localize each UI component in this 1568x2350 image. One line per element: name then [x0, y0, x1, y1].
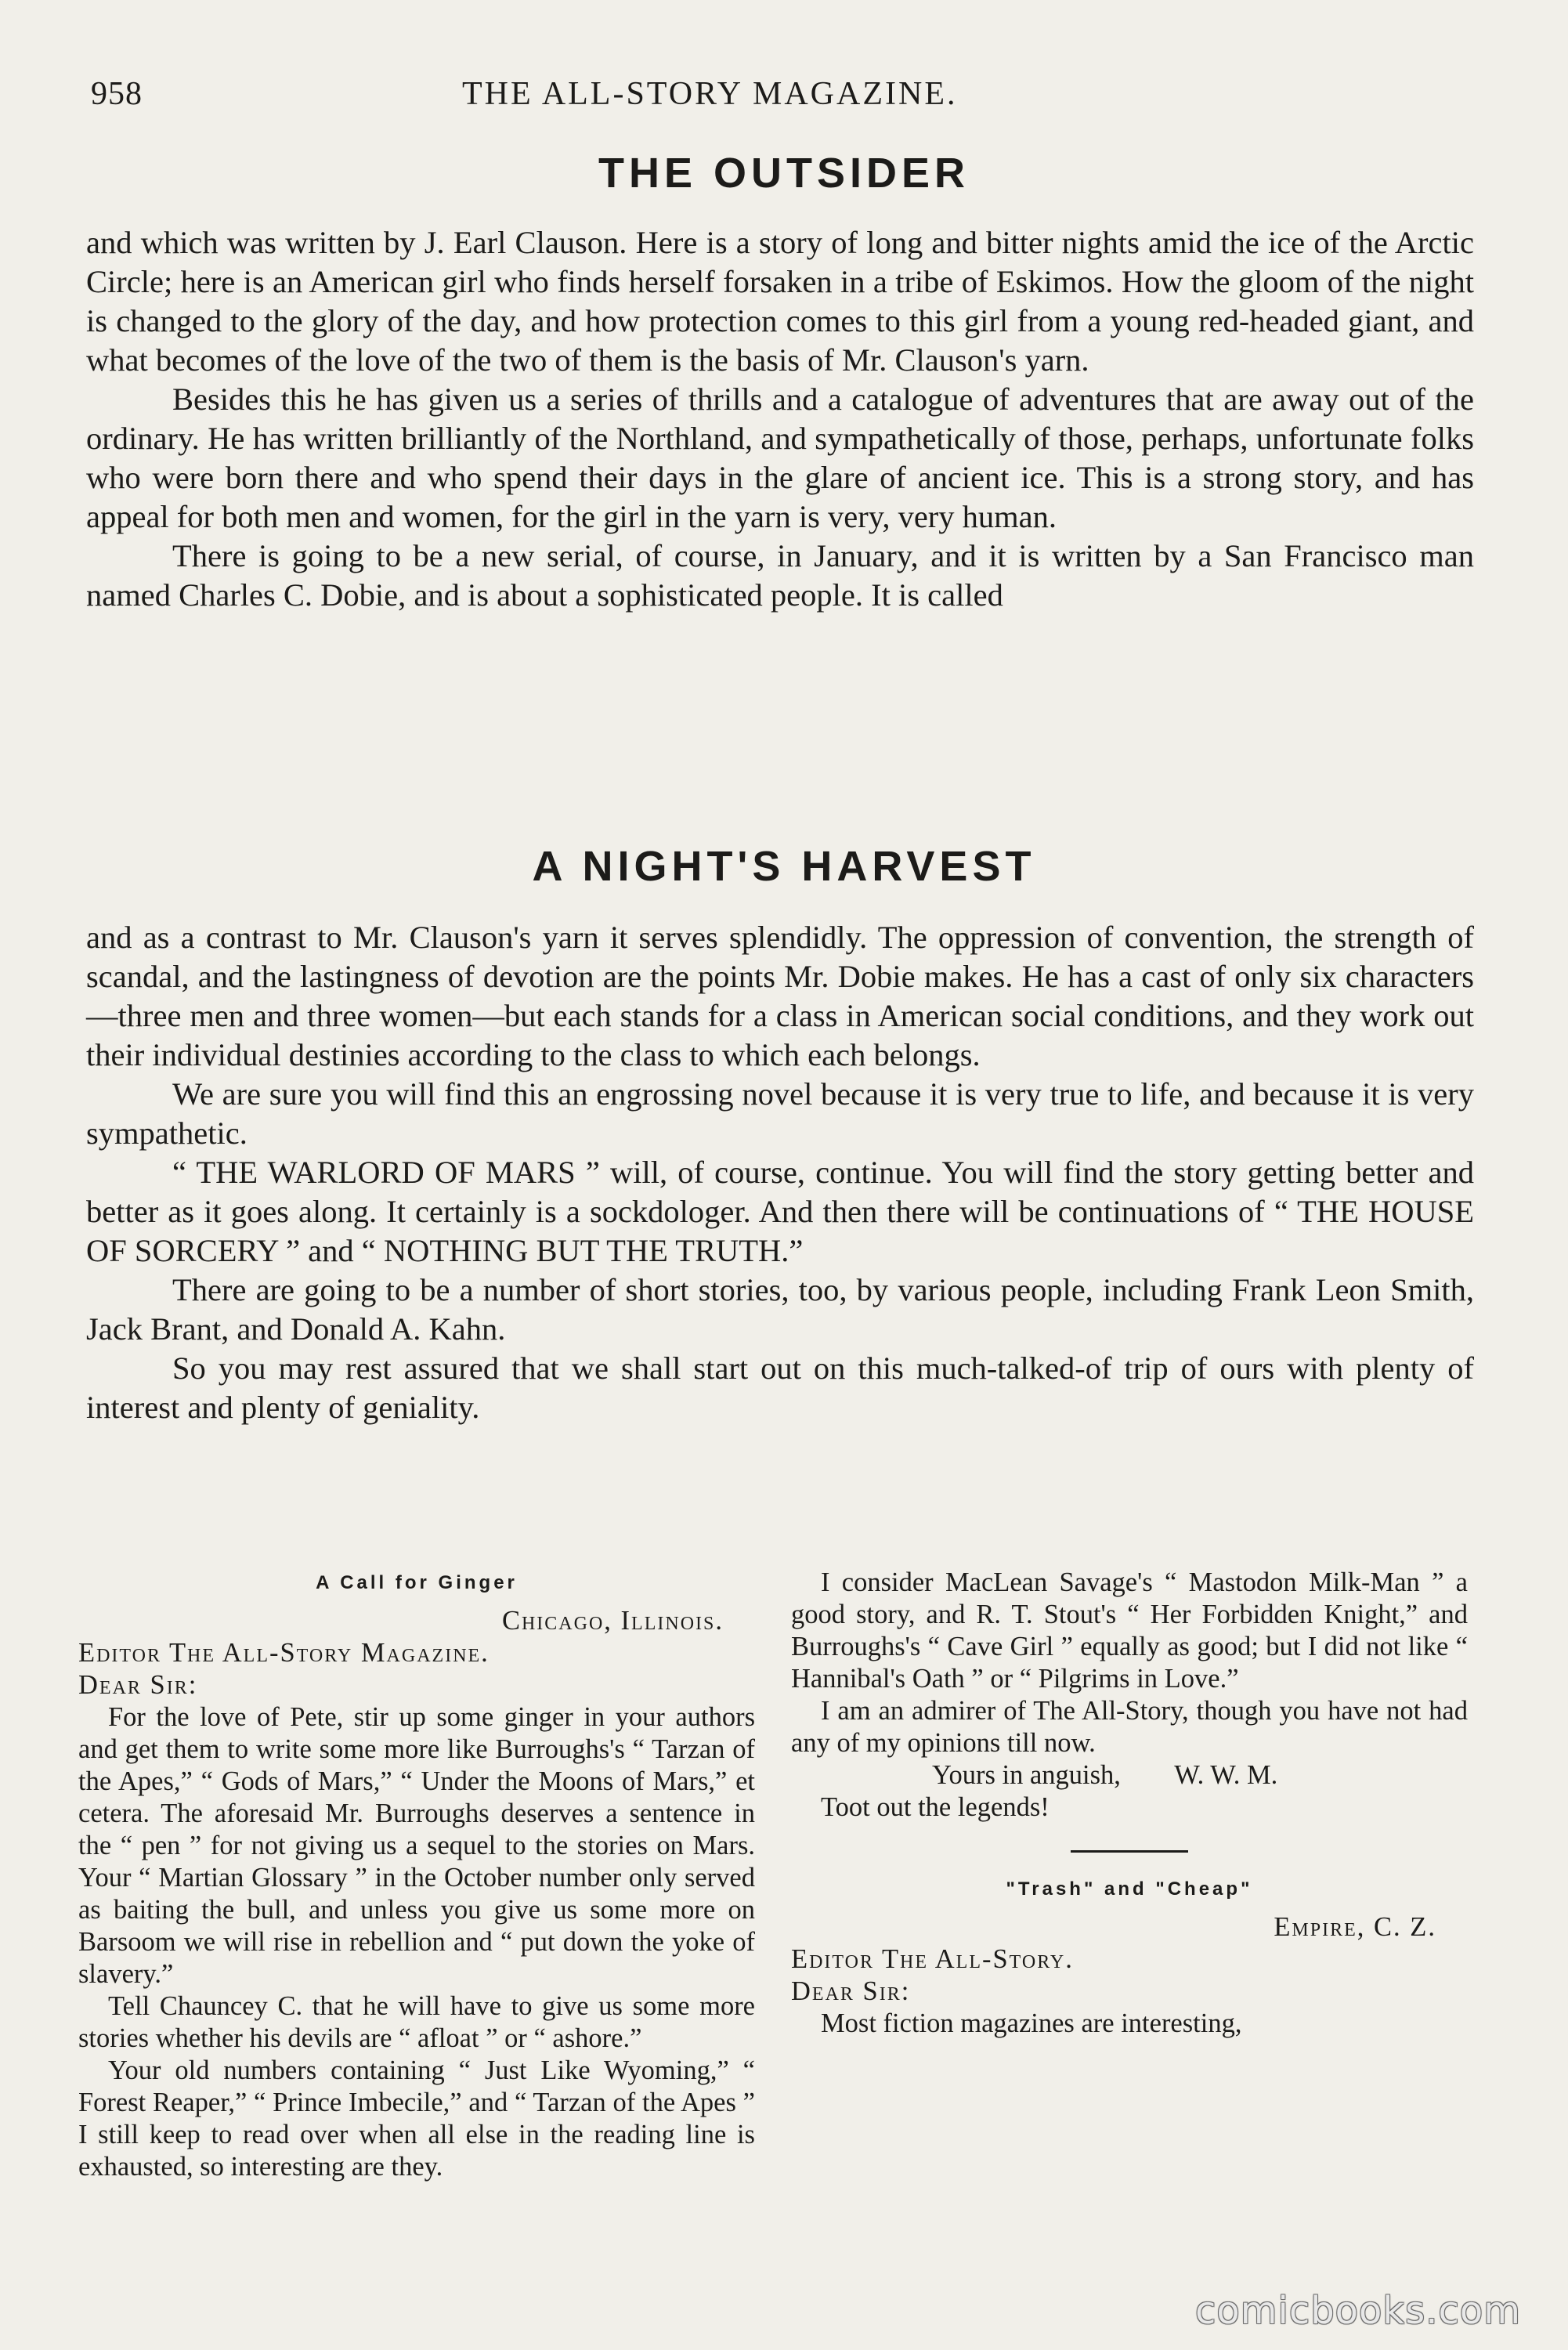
letter-addressee: Editor The All-Story. [791, 1944, 1074, 1974]
paragraph: There is going to be a new serial, of course, in January, and it is written by a San Francisco man named Charles C. Dobie, and is about a sophisticated people. It is called [86, 538, 1474, 613]
section-heading-the-outsider: THE OUTSIDER [598, 150, 970, 197]
letter-salutation: Dear Sir: [791, 1976, 911, 2006]
letters-column-right [791, 1567, 1468, 2040]
divider-rule [1071, 1850, 1188, 1853]
running-head: THE ALL-STORY MAGAZINE. [462, 76, 958, 112]
article-section-2 [86, 918, 1474, 1427]
letter-paragraph: Tell Chauncey C. that he will have to give us some more stories whether his devils are “ afloat ” or “ ashore.” [78, 1991, 755, 2053]
letter-postscript: Toot out the legends! [821, 1792, 1050, 1822]
paragraph: So you may rest assured that we shall start out on this much-talked-of trip of ours with plenty of interest and plenty of geniality. [86, 1350, 1474, 1425]
letter-place: Chicago, Illinois. [501, 1606, 724, 1636]
paragraph: and as a contrast to Mr. Clauson's yarn it serves splendidly. The oppression of convention, the strength of scandal, and the lastingness of devotion are the points Mr. Dobie makes. He has a cast of only six characters—three men and three women—but each stands for a class in American social conditions, and they work out their individual destinies according to the class to which each belongs. [86, 920, 1474, 1072]
letter-paragraph: Your old numbers containing “ Just Like Wyoming,” “ Forest Reaper,” “ Prince Imbecile,” and “ Tarzan of the Apes ” I still keep to read over when all else in the reading line is exhausted, so interesting are they. [78, 2055, 755, 2182]
letter-title: "Trash" and "Cheap" [1006, 1878, 1253, 1900]
letters-column-left [78, 1567, 755, 2183]
paragraph: We are sure you will find this an engrossing novel because it is very true to life, and because it is very sympathetic. [86, 1076, 1474, 1151]
letter-paragraph: Most fiction magazines are interesting, [821, 2008, 1242, 2038]
letter-place: Empire, C. Z. [1274, 1912, 1436, 1942]
letter-signoff: Yours in anguish, W. W. M. [932, 1760, 1278, 1790]
page-number: 958 [91, 76, 143, 112]
letter-title: A Call for Ginger [316, 1572, 518, 1593]
article-section-1 [86, 223, 1474, 615]
paragraph: Besides this he has given us a series of thrills and a catalogue of adventures that are away out of the ordinary. He has written brilliantly of the Northland, and sympathetically of those, perhaps, unfortunate folks who were born there and who spend their days in the glare of ancient ice. This is a strong story, and has appeal for both men and women, for the girl in the yarn is very, very human. [86, 381, 1474, 534]
section-heading-a-nights-harvest: A NIGHT'S HARVEST [532, 843, 1036, 890]
paragraph: “ THE WARLORD OF MARS ” will, of course, continue. You will find the story getting better and better as it goes along. It certainly is a sockdologer. And then there will be continuations of “ THE HOUSE OF SORCERY ” and “ NOTHING BUT THE TRUTH.” [86, 1155, 1474, 1268]
letter-salutation: Dear Sir: [78, 1670, 198, 1700]
watermark: comicbooks.com [1194, 2289, 1521, 2333]
letter-paragraph: I consider MacLean Savage's “ Mastodon Milk-Man ” a good story, and R. T. Stout's “ Her Forbidden Knight,” and Burroughs's “ Cave Girl ” equally as good; but I did not like “ Hannibal's Oath ” or “ Pilgrims in Love.” [791, 1567, 1468, 1694]
paragraph: and which was written by J. Earl Clauson. Here is a story of long and bitter nights amid the ice of the Arctic Circle; here is an American girl who finds herself forsaken in a tribe of Eskimos. How the gloom of the night is changed to the glory of the day, and how protection comes to this girl from a young red-headed giant, and what becomes of the love of the two of them is the basis of Mr. Clauson's yarn. [86, 225, 1474, 378]
paragraph: There are going to be a number of short stories, too, by various people, including Frank Leon Smith, Jack Brant, and Donald A. Kahn. [86, 1272, 1474, 1347]
letter-addressee: Editor The All-Story Magazine. [78, 1638, 490, 1668]
letter-paragraph: For the love of Pete, stir up some ginger in your authors and get them to write some more like Burroughs's “ Tarzan of the Apes,” “ Gods of Mars,” “ Under the Moons of Mars,” et cetera. The aforesaid Mr. Burroughs deserves a sentence in the “ pen ” for not giving us a sequel to the stories on Mars. Your “ Martian Glossary ” in the October number only served as baiting the bull, and unless you give us some more on Barsoom we will rise in rebellion and “ put down the yoke of slavery.” [78, 1702, 755, 1989]
page-header [0, 75, 1568, 122]
letter-paragraph: I am an admirer of The All-Story, though you have not had any of my opinions till now. [791, 1696, 1468, 1758]
